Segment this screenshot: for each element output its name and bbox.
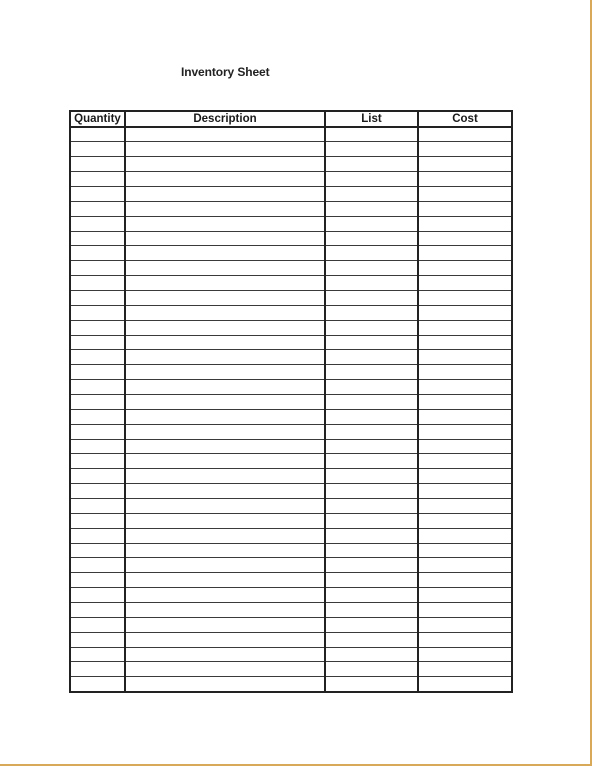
cell-cost[interactable] [418,617,512,632]
table-row [70,142,512,157]
cell-list[interactable] [325,439,418,454]
cell-list[interactable] [325,484,418,499]
table-row [70,380,512,395]
table-row [70,231,512,246]
cell-cost[interactable] [418,172,512,187]
cell-description[interactable] [125,424,325,439]
cell-quantity[interactable] [70,142,125,157]
cell-quantity[interactable] [70,573,125,588]
table-row [70,662,512,677]
cell-cost[interactable] [418,424,512,439]
cell-description[interactable] [125,573,325,588]
cell-cost[interactable] [418,454,512,469]
cell-quantity[interactable] [70,365,125,380]
cell-description[interactable] [125,662,325,677]
cell-quantity[interactable] [70,662,125,677]
cell-quantity[interactable] [70,617,125,632]
cell-list[interactable] [325,335,418,350]
table-row [70,201,512,216]
cell-list[interactable] [325,394,418,409]
cell-description[interactable] [125,246,325,261]
table-body [70,127,512,692]
cell-cost[interactable] [418,290,512,305]
table-row [70,186,512,201]
cell-list[interactable] [325,424,418,439]
cell-list[interactable] [325,231,418,246]
cell-list[interactable] [325,677,418,692]
cell-quantity[interactable] [70,261,125,276]
cell-cost[interactable] [418,186,512,201]
cell-list[interactable] [325,513,418,528]
cell-quantity[interactable] [70,543,125,558]
cell-quantity[interactable] [70,320,125,335]
cell-description[interactable] [125,172,325,187]
cell-description[interactable] [125,276,325,291]
table-row [70,394,512,409]
cell-quantity[interactable] [70,201,125,216]
table-row [70,573,512,588]
cell-list[interactable] [325,380,418,395]
cell-list[interactable] [325,305,418,320]
cell-quantity[interactable] [70,409,125,424]
cell-description[interactable] [125,513,325,528]
cell-description[interactable] [125,290,325,305]
cell-cost[interactable] [418,439,512,454]
table-row [70,172,512,187]
cell-quantity[interactable] [70,513,125,528]
cell-quantity[interactable] [70,424,125,439]
cell-list[interactable] [325,157,418,172]
cell-cost[interactable] [418,365,512,380]
cell-list[interactable] [325,558,418,573]
cell-quantity[interactable] [70,484,125,499]
cell-quantity[interactable] [70,647,125,662]
cell-cost[interactable] [418,276,512,291]
cell-description[interactable] [125,469,325,484]
cell-list[interactable] [325,142,418,157]
column-header-description: Description [125,111,325,127]
cell-description[interactable] [125,365,325,380]
cell-list[interactable] [325,454,418,469]
cell-cost[interactable] [418,350,512,365]
cell-description[interactable] [125,632,325,647]
cell-cost[interactable] [418,573,512,588]
cell-list[interactable] [325,276,418,291]
cell-cost[interactable] [418,662,512,677]
cell-cost[interactable] [418,216,512,231]
document-title: Inventory Sheet [181,65,270,79]
cell-description[interactable] [125,380,325,395]
cell-quantity[interactable] [70,335,125,350]
cell-cost[interactable] [418,157,512,172]
cell-list[interactable] [325,127,418,142]
cell-description[interactable] [125,186,325,201]
cell-cost[interactable] [418,558,512,573]
cell-list[interactable] [325,320,418,335]
cell-cost[interactable] [418,513,512,528]
table-row [70,454,512,469]
cell-list[interactable] [325,543,418,558]
table-row [70,216,512,231]
cell-quantity[interactable] [70,528,125,543]
table-row [70,528,512,543]
cell-cost[interactable] [418,498,512,513]
cell-list[interactable] [325,498,418,513]
cell-list[interactable] [325,528,418,543]
cell-list[interactable] [325,246,418,261]
cell-description[interactable] [125,484,325,499]
cell-description[interactable] [125,157,325,172]
cell-quantity[interactable] [70,127,125,142]
cell-list[interactable] [325,365,418,380]
cell-quantity[interactable] [70,276,125,291]
cell-description[interactable] [125,677,325,692]
cell-cost[interactable] [418,380,512,395]
cell-description[interactable] [125,498,325,513]
cell-quantity[interactable] [70,231,125,246]
cell-list[interactable] [325,172,418,187]
cell-cost[interactable] [418,647,512,662]
cell-cost[interactable] [418,394,512,409]
cell-description[interactable] [125,335,325,350]
table-row [70,157,512,172]
cell-list[interactable] [325,216,418,231]
cell-cost[interactable] [418,588,512,603]
cell-quantity[interactable] [70,558,125,573]
cell-quantity[interactable] [70,305,125,320]
cell-description[interactable] [125,350,325,365]
table-row [70,439,512,454]
table-row [70,276,512,291]
cell-list[interactable] [325,469,418,484]
cell-description[interactable] [125,558,325,573]
cell-cost[interactable] [418,261,512,276]
table-row [70,246,512,261]
table-row [70,365,512,380]
table-row [70,424,512,439]
table-row [70,513,512,528]
cell-cost[interactable] [418,246,512,261]
cell-list[interactable] [325,617,418,632]
table-row [70,290,512,305]
cell-description[interactable] [125,647,325,662]
cell-cost[interactable] [418,127,512,142]
table-row [70,558,512,573]
cell-cost[interactable] [418,603,512,618]
table-row [70,320,512,335]
cell-description[interactable] [125,603,325,618]
cell-quantity[interactable] [70,186,125,201]
cell-description[interactable] [125,201,325,216]
cell-description[interactable] [125,142,325,157]
cell-quantity[interactable] [70,454,125,469]
cell-cost[interactable] [418,484,512,499]
cell-list[interactable] [325,350,418,365]
table-row [70,469,512,484]
table-row [70,261,512,276]
cell-cost[interactable] [418,201,512,216]
cell-list[interactable] [325,662,418,677]
cell-cost[interactable] [418,231,512,246]
cell-cost[interactable] [418,320,512,335]
cell-quantity[interactable] [70,588,125,603]
cell-list[interactable] [325,573,418,588]
cell-description[interactable] [125,305,325,320]
table-row [70,498,512,513]
table-row [70,127,512,142]
inventory-table [69,110,513,693]
cell-description[interactable] [125,409,325,424]
cell-cost[interactable] [418,305,512,320]
table-row [70,617,512,632]
cell-quantity[interactable] [70,632,125,647]
cell-cost[interactable] [418,543,512,558]
cell-description[interactable] [125,320,325,335]
table-row [70,350,512,365]
column-header-cost: Cost [418,111,512,127]
cell-quantity[interactable] [70,677,125,692]
cell-description[interactable] [125,261,325,276]
cell-description[interactable] [125,216,325,231]
cell-quantity[interactable] [70,603,125,618]
cell-cost[interactable] [418,469,512,484]
cell-list[interactable] [325,603,418,618]
cell-quantity[interactable] [70,246,125,261]
cell-cost[interactable] [418,677,512,692]
table-row [70,588,512,603]
table-row [70,543,512,558]
cell-list[interactable] [325,261,418,276]
cell-description[interactable] [125,528,325,543]
cell-list[interactable] [325,186,418,201]
table-row [70,647,512,662]
cell-cost[interactable] [418,409,512,424]
cell-quantity[interactable] [70,380,125,395]
cell-description[interactable] [125,394,325,409]
cell-list[interactable] [325,588,418,603]
cell-quantity[interactable] [70,394,125,409]
cell-description[interactable] [125,127,325,142]
column-header-quantity: Quantity [70,111,125,127]
cell-list[interactable] [325,632,418,647]
cell-quantity[interactable] [70,216,125,231]
cell-list[interactable] [325,647,418,662]
cell-list[interactable] [325,201,418,216]
cell-cost[interactable] [418,632,512,647]
cell-description[interactable] [125,543,325,558]
cell-description[interactable] [125,454,325,469]
table-row [70,677,512,692]
table-row [70,409,512,424]
cell-cost[interactable] [418,335,512,350]
table-row [70,335,512,350]
cell-quantity[interactable] [70,350,125,365]
cell-description[interactable] [125,231,325,246]
cell-quantity[interactable] [70,439,125,454]
cell-description[interactable] [125,588,325,603]
cell-quantity[interactable] [70,157,125,172]
table-row [70,484,512,499]
table-row [70,305,512,320]
table-row [70,632,512,647]
cell-list[interactable] [325,290,418,305]
table-header-row [70,111,512,127]
cell-quantity[interactable] [70,498,125,513]
cell-list[interactable] [325,409,418,424]
cell-cost[interactable] [418,528,512,543]
table-row [70,603,512,618]
cell-cost[interactable] [418,142,512,157]
cell-quantity[interactable] [70,469,125,484]
column-header-list: List [325,111,418,127]
cell-quantity[interactable] [70,172,125,187]
cell-description[interactable] [125,439,325,454]
cell-description[interactable] [125,617,325,632]
cell-quantity[interactable] [70,290,125,305]
